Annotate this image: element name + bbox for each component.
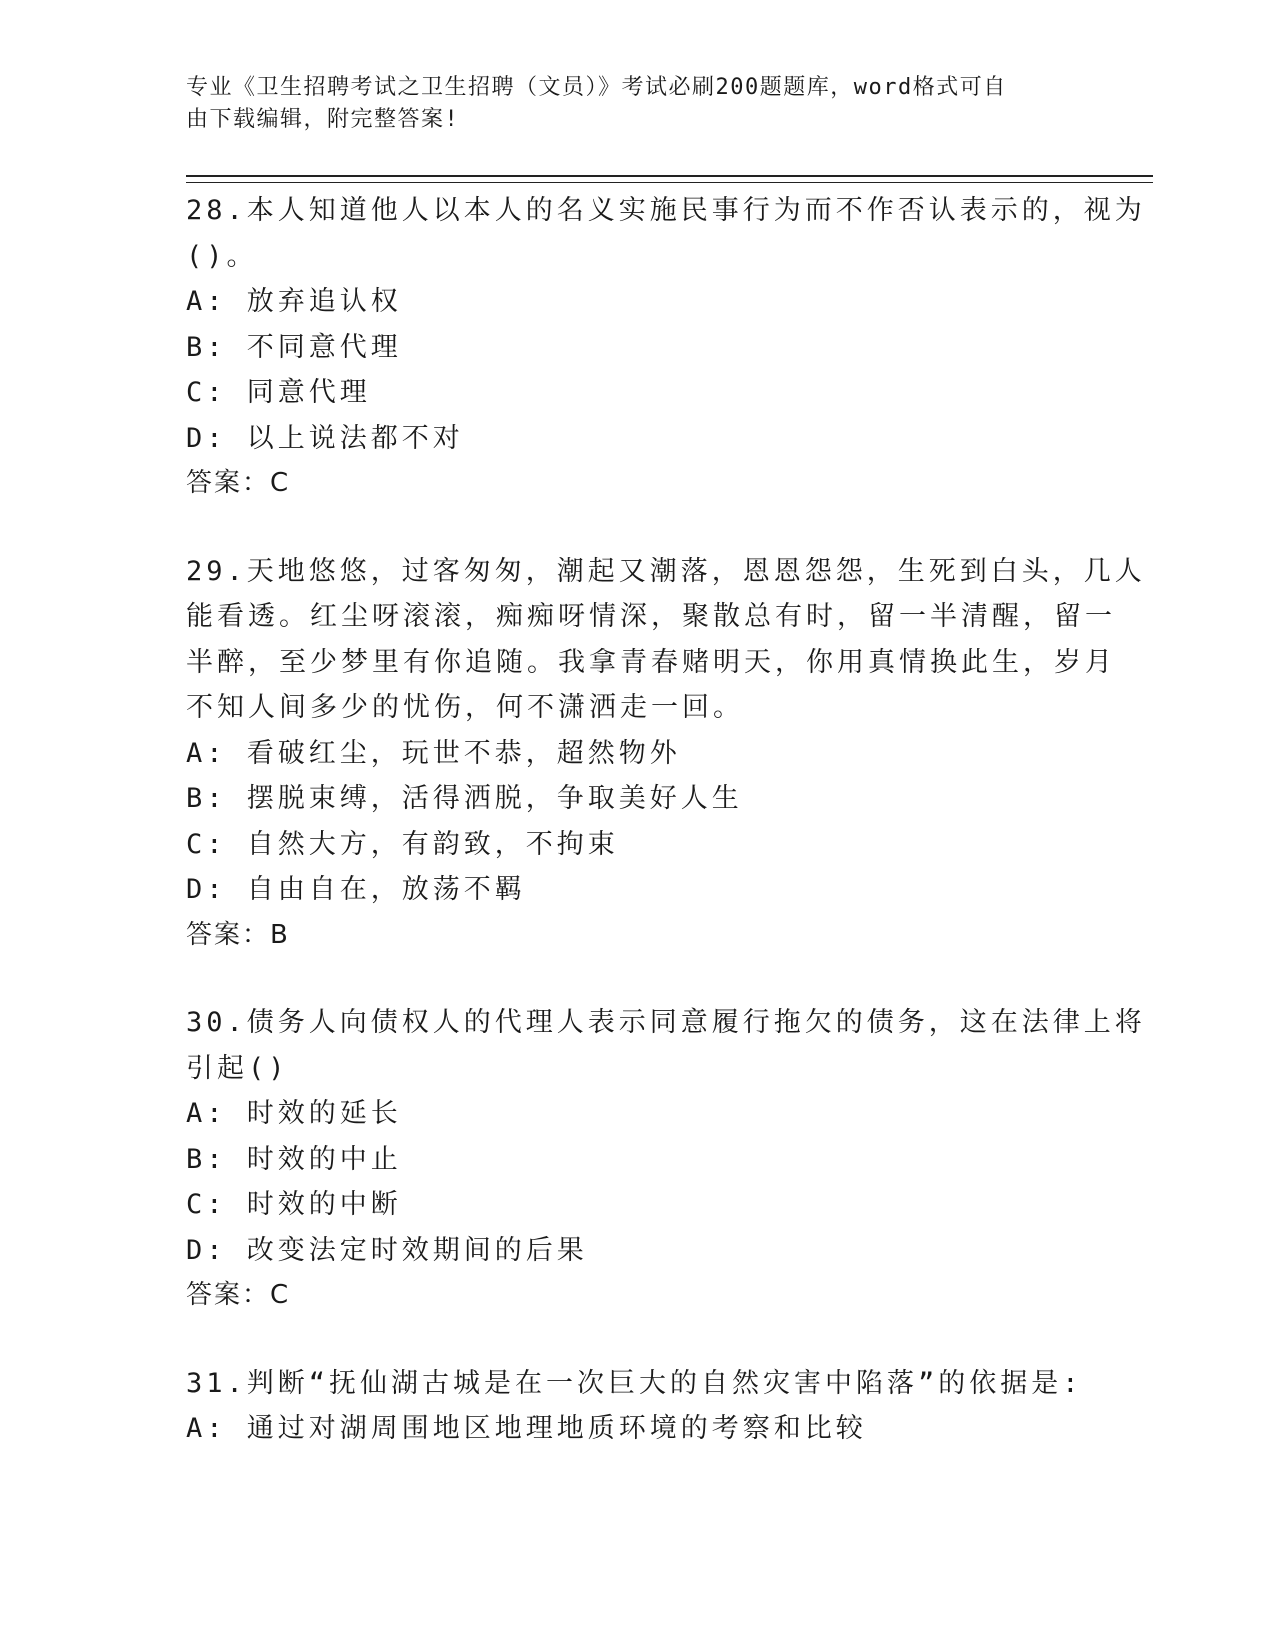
question-stem-line: 不知人间多少的忧伤，何不潇洒走一回。 [186,692,744,723]
question-block [186,188,1146,507]
question-stem-line: 能看透。红尘呀滚滚，痴痴呀情深，聚散总有时，留一半清醒，留一 [186,601,1116,632]
question-stem-line: 29.天地悠悠，过客匆匆，潮起又潮落，恩恩怨怨，生死到白头，几人 [186,555,1146,587]
header-divider-thick [186,175,1153,177]
answer-key: 答案：C [186,468,291,498]
answer-option: C: 同意代理 [186,377,371,408]
header-line-2: 由下载编辑，附完整答案! [186,107,460,132]
question-stem-line: 28.本人知道他人以本人的名义实施民事行为而不作否认表示的，视为 [186,195,1146,226]
question-list [186,188,1146,1494]
question-stem-line: 半醉，至少梦里有你追随。我拿青春赌明天，你用真情换此生，岁月 [186,646,1116,678]
header-line-1: 专业《卫生招聘考试之卫生招聘（文员）》考试必刷200题题库，word格式可自 [186,75,1007,100]
answer-option: A: 看破红尘，玩世不恭，超然物外 [186,737,681,769]
document-header [186,72,1066,136]
answer-key: 答案：B [186,919,290,950]
answer-option: A: 时效的延长 [186,1098,402,1129]
question-block [186,1361,1086,1452]
header-divider-thin [186,182,1153,183]
answer-option: C: 自然大方，有韵致，不拘束 [186,828,619,860]
question-stem-line: 30.债务人向债权人的代理人表示同意履行拖欠的债务，这在法律上将 [186,1007,1146,1038]
answer-option: A: 通过对湖周围地区地理地质环境的考察和比较 [186,1413,867,1444]
answer-option: C: 时效的中断 [186,1189,402,1220]
answer-option: D: 自由自在，放荡不羁 [186,874,526,905]
question-stem-line: 引起() [186,1052,289,1084]
answer-option: B: 摆脱束缚，活得洒脱，争取美好人生 [186,783,743,814]
answer-option: D: 改变法定时效期间的后果 [186,1234,588,1266]
question-block [186,1000,1146,1319]
question-stem-line: 31.判断“抚仙湖古城是在一次巨大的自然灾害中陷落”的依据是: [186,1367,1083,1399]
answer-option: B: 时效的中止 [186,1143,402,1175]
question-stem-line: ()。 [186,240,258,272]
answer-option: B: 不同意代理 [186,331,402,363]
question-block [186,549,1146,959]
answer-option: A: 放弃追认权 [186,286,402,317]
answer-key: 答案：C [186,1280,291,1310]
answer-option: D: 以上说法都不对 [186,422,464,454]
